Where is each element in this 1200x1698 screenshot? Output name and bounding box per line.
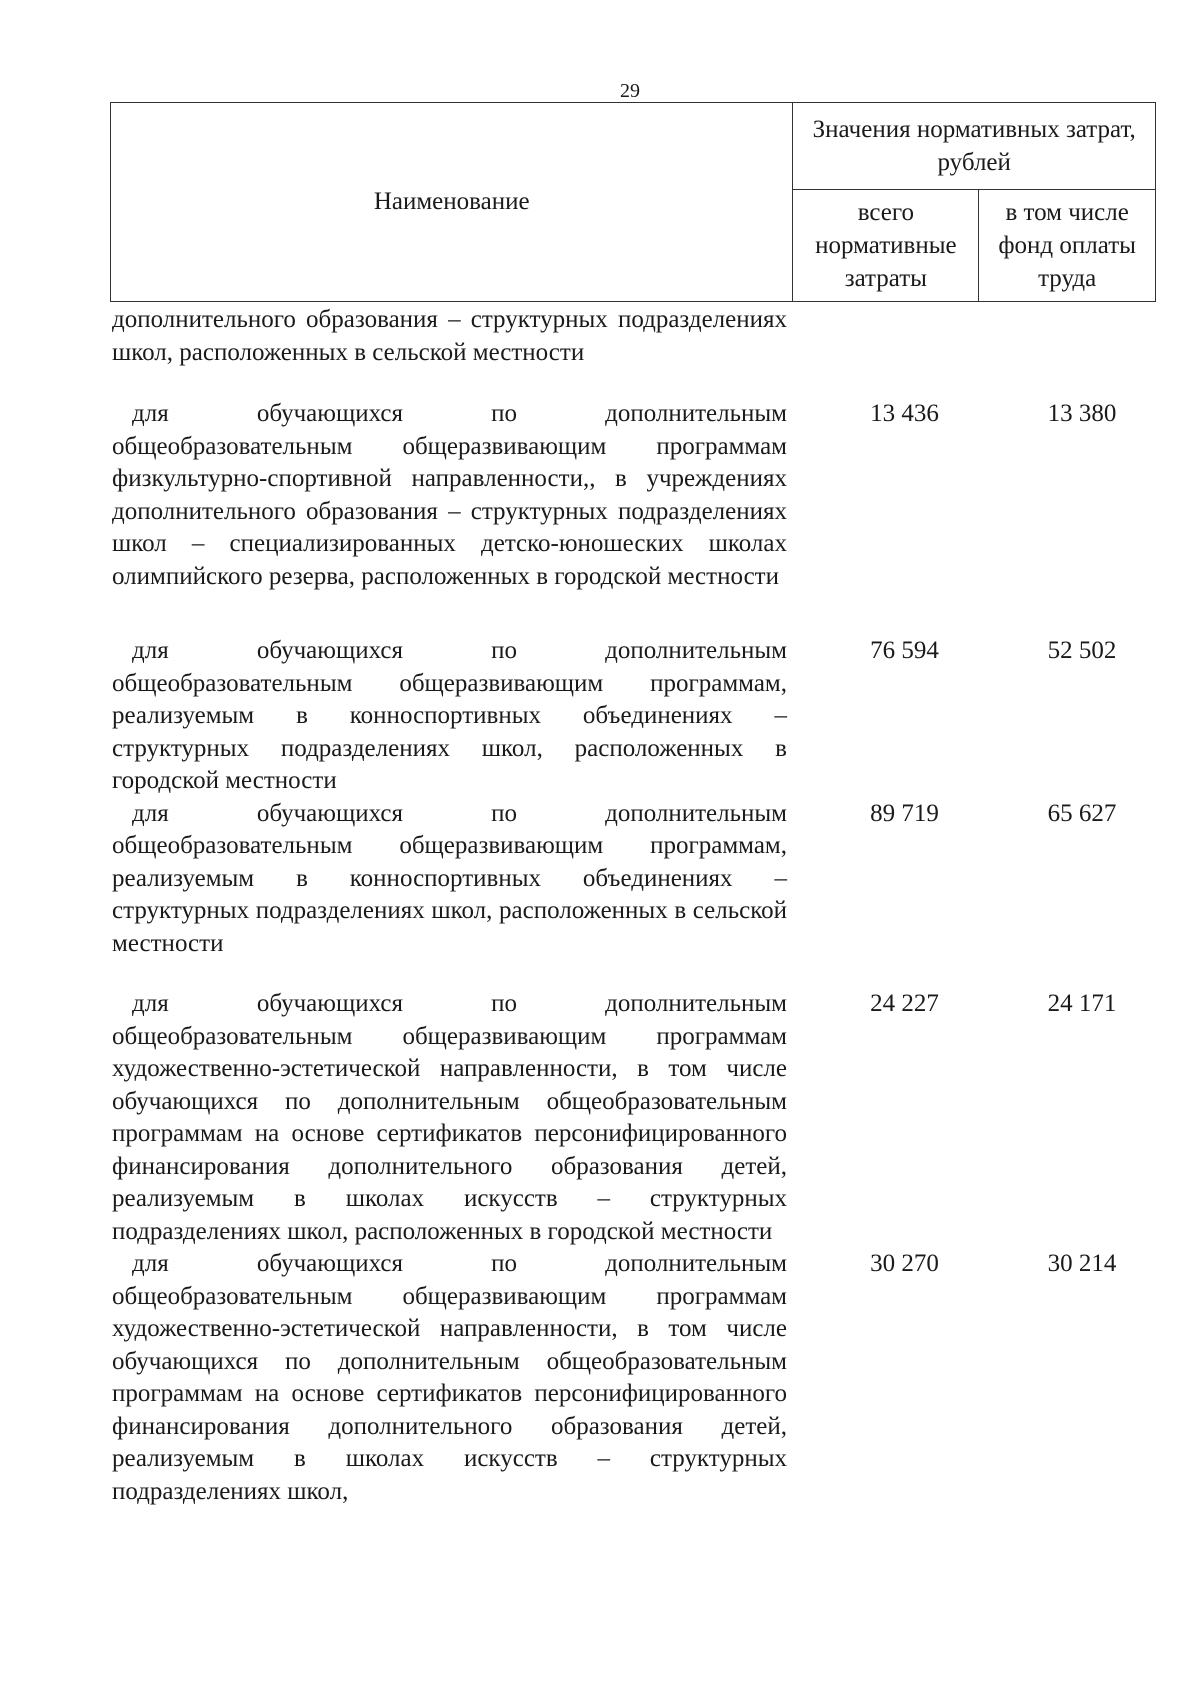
row-name: для обучающихся по дополнительным общеобразовательным общеразвивающим программам художественно-эстетической направленности, в том числе обучающихся по дополнительным общеобразовательным программам на основе сертификатов персонифицированного финансирования дополнительного образования детей, реализуемым в школах искусств – структурных подразделениях школ, (112, 1250, 787, 1505)
header-values-group: Значения нормативных затрат, рублей (793, 103, 1156, 190)
table-row (112, 988, 1172, 1248)
page-number: 29 (620, 80, 640, 102)
row-fot-value: 24 171 (1047, 990, 1117, 1017)
row-total-value: 24 227 (870, 990, 939, 1017)
header-fot-column: в том числе фонд оплаты труда (979, 190, 1156, 302)
row-fot-value: 52 502 (1047, 637, 1117, 664)
table-row (112, 398, 1172, 593)
row-total-value: 89 719 (870, 799, 939, 827)
row-total-value: 76 594 (870, 637, 939, 664)
table-row (112, 304, 1172, 369)
row-name: для обучающихся по дополнительным общеобразовательным общеразвивающим программам, реализуемым в конноспортивных объединениях – структурных подразделениях школ, расположенных в городской местности (112, 637, 787, 794)
table-row (112, 1248, 1172, 1508)
row-total-value: 13 436 (870, 400, 939, 427)
row-name: для обучающихся по дополнительным общеобразовательным общеразвивающим программам, реализуемым в конноспортивных объединениях – структурных подразделениях школ, расположенных в сельской местности (112, 799, 787, 957)
row-fot-value: 13 380 (1047, 400, 1117, 427)
table-row (112, 635, 1172, 798)
row-name: для обучающихся по дополнительным общеобразовательным общеразвивающим программам художественно-эстетической направленности, в том числе обучающихся по дополнительным общеобразовательным программам на основе сертификатов персонифицированного финансирования дополнительного образования детей, реализуемым в школах искусств – структурных подразделениях школ, расположенных в городской местности (112, 990, 787, 1245)
row-name: для обучающихся по дополнительным общеобразовательным общеразвивающим программам физкультурно-спортивной направленности,, в учреждениях дополнительного образования – структурных подразделениях школ – специализированных детско-юношеских школах олимпийского резерва, расположенных в городской местности (112, 400, 787, 590)
row-fot-value: 65 627 (1047, 799, 1117, 827)
row-total-value: 30 270 (870, 1250, 939, 1277)
header-total-column: всего нормативные затраты (793, 190, 979, 302)
header-name-column: Наименование (111, 103, 793, 302)
table-row (112, 798, 1172, 961)
row-fot-value: 30 214 (1047, 1250, 1117, 1277)
row-name: дополнительного образования – структурных подразделениях школ, расположенных в сельской местности (112, 306, 787, 366)
table-header (110, 102, 1156, 302)
table-body (112, 304, 1172, 1508)
